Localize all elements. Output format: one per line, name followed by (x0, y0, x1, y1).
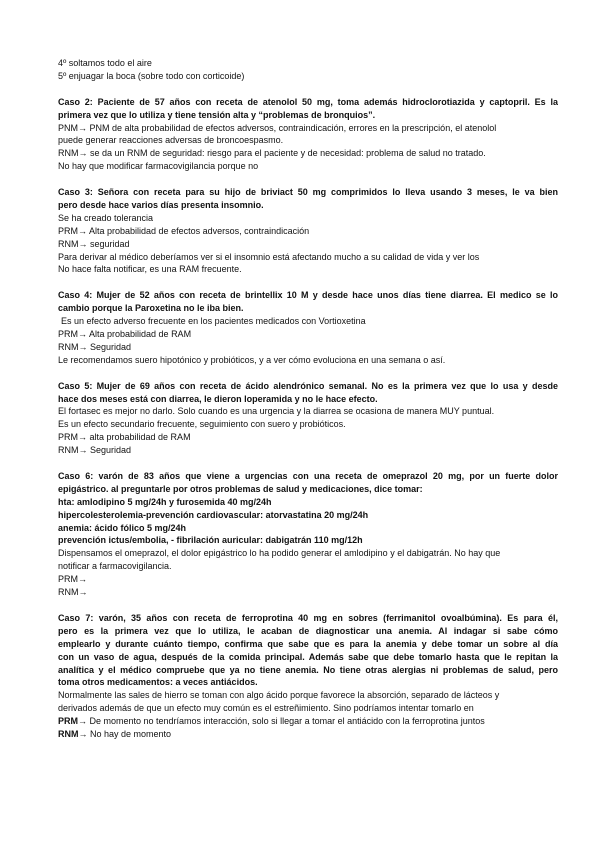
case-3-heading: Caso 3: Señora con receta para su hijo de briviact 50 mg comprimidos lo lleva usando 3 meses, le va bien (58, 187, 558, 198)
case-2-heading-cont: primera vez que lo utiliza y tiene tensión alta y “problemas de bronquios”. (58, 109, 376, 120)
intro-step-5: 5º enjuagar la boca (sobre todo con corticoide) (58, 70, 245, 81)
case-3-section (58, 186, 558, 276)
case-6-medication: hipercolesterolemia-prevención cardiovascular: atorvastatina 20 mg/24h (58, 509, 369, 520)
case-7-heading-cont: pero es la primera vez que lo utiliza, le acaban de diagnosticar una anemia. Al indagar si sabe cómo (58, 625, 558, 636)
case-3-text: No hace falta notificar, es una RAM frecuente. (58, 264, 242, 275)
case-2-text: RNM→ se da un RNM de seguridad: riesgo para el paciente y de necesidad: problema de salud no tratado. (58, 148, 486, 159)
case-5-heading: Caso 5: Mujer de 69 años con receta de ácido alendrónico semanal. No es la primera vez que lo usa y desde (58, 380, 558, 391)
case-5-text: RNM→ Seguridad (58, 445, 132, 456)
case-6-text: RNM→ (58, 587, 88, 598)
case-2-heading: Caso 2: Paciente de 57 años con receta de atenolol 50 mg, toma además hidroclorotiazida y captopril. Es la (58, 96, 558, 107)
case-6-medication: hta: amlodipino 5 mg/24h y furosemida 40 mg/24h (58, 496, 272, 507)
case-4-text: PRM→ Alta probabilidad de RAM (58, 328, 192, 339)
case-6-heading-cont: epigástrico. al preguntarle por otros problemas de salud y medicaciones, dice tomar: (58, 483, 423, 494)
case-5-text: PRM→ alta probabilidad de RAM (58, 432, 191, 443)
document-body (58, 57, 558, 741)
spacer (58, 173, 558, 186)
case-3-text: RNM→ seguridad (58, 238, 130, 249)
case-2-text: puede generar reacciones adversas de broncoespasmo. (58, 135, 284, 146)
case-7-rnm-line (58, 728, 558, 741)
case-4-text: RNM→ Seguridad (58, 341, 132, 352)
case-6-text: notificar a farmacovigilancia. (58, 561, 172, 572)
case-3-text: Se ha creado tolerancia (58, 212, 154, 223)
case-6-text: Dispensamos el omeprazol, el dolor epigástrico lo ha podido generar el amlodipino y el dabigatrán. No hay que (58, 548, 501, 559)
rnm-text: → No hay de momento (78, 729, 172, 740)
case-2-text: No hay que modificar farmacovigilancia porque no (58, 161, 259, 172)
case-7-heading: Caso 7: varón, 35 años con receta de ferroprotina 40 mg en sobres (ferrimanitol ovoalbúmina). Es para él, (58, 612, 558, 623)
case-6-heading: Caso 6: varón de 83 años que viene a urgencias con una receta de omeprazol 20 mg, por un fuerte dolor (58, 470, 558, 481)
case-6-text: PRM→ (58, 574, 87, 585)
case-6-medication: anemia: ácido fólico 5 mg/24h (58, 522, 187, 533)
case-7-heading-cont: toma otros medicamentos: a veces antiácidos. (58, 677, 258, 688)
case-4-section (58, 289, 558, 366)
case-4-heading: Caso 4: Mujer de 52 años con receta de brintellix 10 M y desde hace unos días tiene diarrea. El medico se lo (58, 290, 558, 301)
case-6-section (58, 470, 558, 599)
intro-section (58, 57, 558, 83)
case-7-text: derivados además de que un efecto muy común es el estreñimiento. Sino podríamos intentar tomarlo en (58, 703, 474, 714)
spacer (58, 457, 558, 470)
intro-step-4: 4º soltamos todo el aire (58, 58, 152, 68)
case-7-section (58, 612, 558, 741)
spacer (58, 599, 558, 612)
case-7-prm-line (58, 715, 558, 728)
spacer (58, 367, 558, 380)
case-4-text: Le recomendamos suero hipotónico y probióticos, y a ver cómo evoluciona en una semana o así. (58, 354, 446, 365)
case-2-section (58, 96, 558, 173)
prm-label: PRM (58, 716, 78, 727)
case-4-heading-cont: cambio porque la Paroxetina no le iba bien. (58, 303, 244, 314)
case-5-text: El fortasec es mejor no darlo. Solo cuando es una urgencia y la diarrea se ocasiona de manera MUY puntual. (58, 406, 495, 417)
case-4-text: Es un efecto adverso frecuente en los pacientes medicados con Vortioxetina (61, 316, 366, 327)
case-7-text: Normalmente las sales de hierro se toman con algo ácido porque favorece la absorción, separado de lácteos y (58, 690, 500, 701)
case-2-text: PNM→ PNM de alta probabilidad de efectos adversos, contraindicación, errores en la prescripción, el atenolol (58, 122, 497, 133)
case-7-heading-cont: analítica y el médico compruebe que ya no tiene anemia. No tiene otras alergias ni problemas de salud, pero (58, 664, 558, 675)
case-7-heading-cont: con un vaso de agua, después de la comida principal. Además sabe que debe tomarlo hasta que le repitan la (58, 651, 558, 662)
case-5-section (58, 380, 558, 457)
prm-text: → De momento no tendríamos interacción, solo si llegar a tomar el antiácido con la ferroprotina juntos (78, 716, 485, 727)
spacer (58, 83, 558, 96)
spacer (58, 276, 558, 289)
case-3-text: Para derivar al médico deberíamos ver si el insomnio está afectando mucho a su calidad de vida y ver los (58, 251, 480, 262)
case-3-heading-cont: pero desde hace varios días presenta insomnio. (58, 199, 264, 210)
case-7-heading-cont: emplearlo y durante cuánto tiempo, confirma que sabe que es para la anemia y debe tomar un sobre al día (58, 638, 558, 649)
rnm-label: RNM (58, 729, 79, 740)
case-3-text: PRM→ Alta probabilidad de efectos adversos, contraindicación (58, 225, 310, 236)
case-5-text: Es un efecto secundario frecuente, seguimiento con suero y probióticos. (58, 419, 346, 430)
case-6-medication: prevención ictus/embolia, - fibrilación auricular: dabigatrán 110 mg/12h (58, 535, 363, 546)
case-5-heading-cont: hace dos meses está con diarrea, le dieron loperamida y no le hace efecto. (58, 393, 378, 404)
